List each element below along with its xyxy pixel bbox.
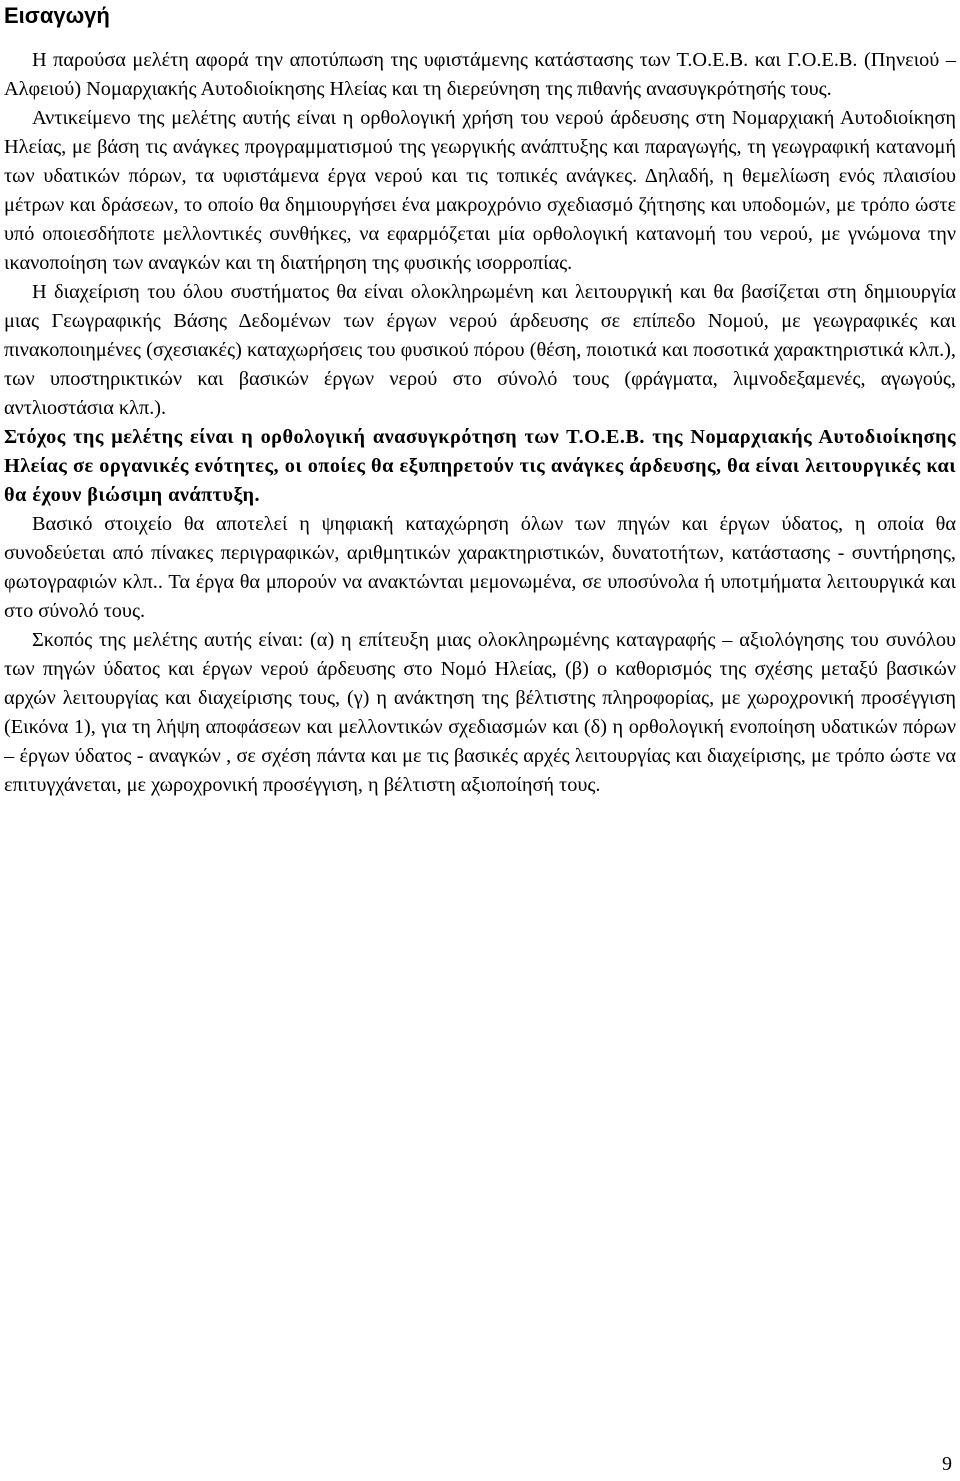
section-heading: Εισαγωγή bbox=[4, 3, 110, 28]
paragraph-management: Η διαχείριση του όλου συστήματος θα είναι ολοκληρωμένη και λειτουργική και θα βασίζεται στη δημιουργία μιας Γεωγραφικής Βάσης Δεδομένων των έργων νερού άρδευσης σε επίπεδο Νομού, με γεωγραφικές και πινακοποιημένες (σχεσιακές) καταχωρήσεις του φυσικού πόρου (θέση, ποιοτικά και ποσοτικά χαρακτηριστικά κλπ.), των υποστηρικτικών και βασικών έργων νερού στο σύνολό τους (φράγματα, λιμνοδεξαμενές, αγωγούς, αντλιοστάσια κλπ.). bbox=[4, 281, 956, 419]
paragraph-goal: Στόχος της μελέτης είναι η ορθολογική ανασυγκρότηση των Τ.Ο.Ε.Β. της Νομαρχιακής Αυτοδιοίκησης Ηλείας σε οργανικές ενότητες, οι οποίες θα εξυπηρετούν τις ανάγκες άρδευσης, θα είναι λειτουργικές και θα έχουν βιώσιμη ανάπτυξη. bbox=[4, 426, 956, 506]
page-number: 9 bbox=[942, 1453, 952, 1475]
paragraph-purpose: Σκοπός της μελέτης αυτής είναι: (α) η επίτευξη μιας ολοκληρωμένης καταγραφής – αξιολόγησης του συνόλου των πηγών ύδατος και έργων νερού άρδευσης στο Νομό Ηλείας, (β) ο καθορισμός της σχέσης μεταξύ βασικών αρχών λειτουργίας και διαχείρισης τους, (γ) η ανάκτηση της βέλτιστης πληροφορίας, με χωροχρονική προσέγγιση (Εικόνα 1), για τη λήψη αποφάσεων και μελλοντικών σχεδιασμών και (δ) η ορθολογική ενοποίηση υδατικών πόρων – έργων ύδατος - αναγκών , σε σχέση πάντα και με τις βασικές αρχές λειτουργίας και διαχείρισης, με τρόπο ώστε να επιτυγχάνεται, με χωροχρονική προσέγγιση, η βέλτιστη αξιοποίησή τους. bbox=[4, 629, 956, 796]
paragraph-basic-element: Βασικό στοιχείο θα αποτελεί η ψηφιακή καταχώρηση όλων των πηγών και έργων ύδατος, η οποία θα συνοδεύεται από πίνακες περιγραφικών, αριθμητικών χαρακτηριστικών, δυνατοτήτων, κατάστασης - συντήρησης, φωτογραφιών κλπ.. Τα έργα θα μπορούν να ανακτώνται μεμονωμένα, σε υποσύνολα ή υποτμήματα λειτουργικά και στο σύνολό τους. bbox=[4, 513, 956, 622]
document-page bbox=[4, 0, 956, 800]
paragraph-intro: Η παρούσα μελέτη αφορά την αποτύπωση της υφιστάμενης κατάστασης των Τ.Ο.Ε.Β. και Γ.Ο.Ε.Β. (Πηνειού – Αλφειού) Νομαρχιακής Αυτοδιοίκησης Ηλείας και τη διερεύνηση της πιθανής ανασυγκρότησής τους. bbox=[4, 49, 956, 100]
paragraph-object: Αντικείμενο της μελέτης αυτής είναι η ορθολογική χρήση του νερού άρδευσης στη Νομαρχιακή Αυτοδιοίκηση Ηλείας, με βάση τις ανάγκες προγραμματισμού της γεωργικής ανάπτυξης και παραγωγής, τη γεωγραφική κατανομή των υδατικών πόρων, τα υφιστάμενα έργα νερού και τις τοπικές ανάγκες. Δηλαδή, η θεμελίωση ενός πλαισίου μέτρων και δράσεων, το οποίο θα δημιουργήσει ένα μακροχρόνιο σχεδιασμό ζήτησης και υποδομών, με τρόπο ώστε υπό οποιεσδήποτε μελλοντικές συνθήκες, να εφαρμόζεται μία ορθολογική κατανομή του νερού, με γνώμονα την ικανοποίηση των αναγκών και τη διατήρηση της φυσικής ισορροπίας. bbox=[4, 107, 956, 274]
